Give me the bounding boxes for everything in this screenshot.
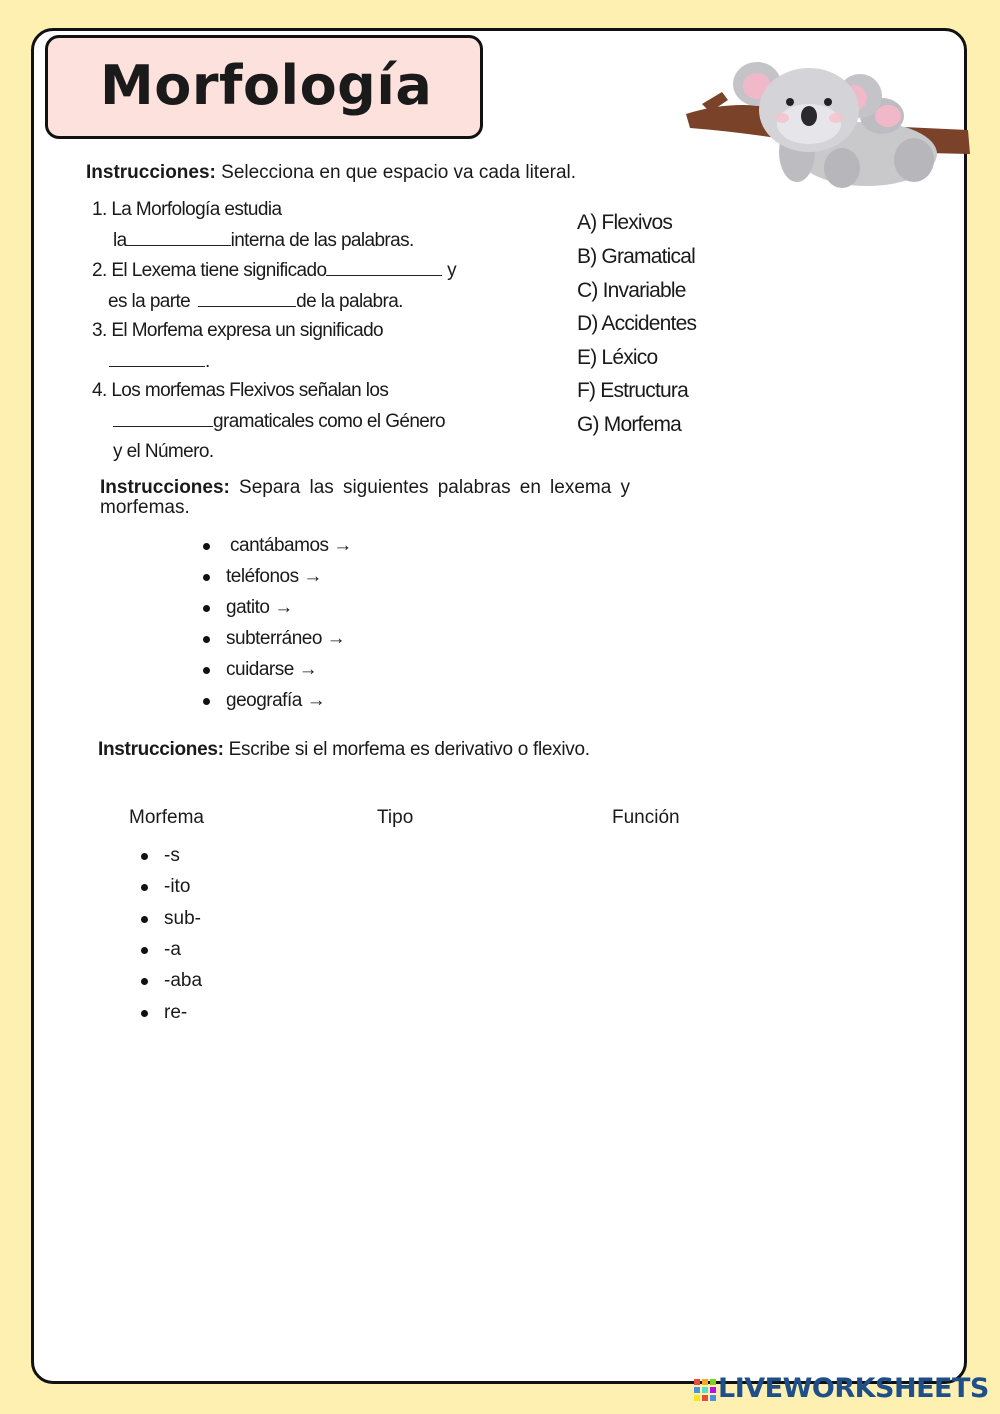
morpheme-item: -aba: [164, 970, 203, 991]
word-item: geografía →: [226, 690, 326, 711]
logo-square-icon: [694, 1387, 700, 1393]
question-text: 2. El Lexema tiene significado: [92, 260, 327, 281]
logo-square-icon: [710, 1395, 716, 1401]
column-header-tipo: Tipo: [377, 807, 414, 828]
koala-illustration: [682, 56, 972, 196]
word-item: cuidarse →: [226, 659, 318, 680]
logo-square-icon: [702, 1387, 708, 1393]
bullet-icon: [141, 978, 148, 985]
question-text: .: [205, 351, 210, 372]
instructions-label: Instrucciones:: [100, 477, 230, 498]
morpheme-item: -a: [164, 939, 181, 960]
brand-name: LIVEWORKSHEETS: [718, 1373, 989, 1404]
instructions-label: Instrucciones:: [98, 739, 224, 760]
bullet-icon: [203, 543, 210, 550]
word-item: teléfonos →: [226, 566, 322, 587]
bullet-icon: [203, 636, 210, 643]
question-4-line3: y el Número.: [113, 441, 214, 462]
instructions-text: Separa las siguientes palabras en lexema y morfemas.: [100, 477, 630, 518]
question-text: es la parte: [108, 291, 191, 312]
liveworksheets-logo[interactable]: [692, 1373, 992, 1407]
question-text: y: [442, 260, 457, 281]
morpheme-item: sub-: [164, 908, 201, 929]
instructions-2: [100, 478, 630, 518]
morpheme-item: re-: [164, 1002, 188, 1023]
bullet-icon: [141, 853, 148, 860]
word-item: gatito →: [226, 597, 293, 618]
question-1-line2: [113, 229, 414, 252]
logo-square-icon: [710, 1379, 716, 1385]
option-c[interactable]: C) Invariable: [577, 279, 686, 302]
question-1-line1: 1. La Morfología estudia: [92, 199, 282, 220]
logo-square-icon: [694, 1395, 700, 1401]
question-text: interna de las palabras.: [230, 230, 414, 251]
bullet-icon: [141, 947, 148, 954]
bullet-icon: [141, 884, 148, 891]
option-e[interactable]: E) Léxico: [577, 346, 658, 369]
bullet-icon: [203, 698, 210, 705]
option-b[interactable]: B) Gramatical: [577, 245, 695, 268]
logo-square-icon: [710, 1387, 716, 1393]
answer-blank-2[interactable]: [326, 259, 442, 276]
question-text: de la palabra.: [296, 291, 403, 312]
option-g[interactable]: G) Morfema: [577, 413, 682, 436]
bullet-icon: [203, 574, 210, 581]
answer-blank-1[interactable]: [127, 229, 231, 246]
answer-blank-4[interactable]: [109, 350, 205, 367]
word-item: subterráneo →: [226, 628, 346, 649]
option-a[interactable]: A) Flexivos: [577, 211, 673, 234]
question-2-line1: [92, 259, 456, 282]
instructions-3: [98, 739, 590, 761]
question-2-line2: [108, 290, 403, 313]
column-header-morfema: Morfema: [129, 807, 204, 828]
bullet-icon: [141, 1010, 148, 1017]
option-f[interactable]: F) Estructura: [577, 379, 688, 402]
instructions-label: Instrucciones:: [86, 162, 216, 183]
question-3-line2: [109, 350, 210, 373]
question-text: la: [113, 230, 127, 251]
logo-square-icon: [702, 1379, 708, 1385]
answer-blank-3[interactable]: [198, 290, 296, 307]
column-header-funcion: Función: [612, 807, 680, 828]
logo-square-icon: [694, 1379, 700, 1385]
logo-square-icon: [702, 1395, 708, 1401]
morpheme-item: -ito: [164, 876, 191, 897]
bullet-icon: [203, 667, 210, 674]
question-4-line1: 4. Los morfemas Flexivos señalan los: [92, 380, 389, 401]
morpheme-item: -s: [164, 845, 180, 866]
answer-blank-5[interactable]: [113, 410, 213, 427]
bullet-icon: [141, 916, 148, 923]
instructions-text: Selecciona en que espacio va cada literal.: [215, 162, 577, 183]
question-text: gramaticales como el Género: [213, 411, 445, 432]
word-item: cantábamos →: [230, 535, 352, 556]
instructions-text: Escribe si el morfema es derivativo o flexivo.: [223, 739, 590, 760]
instructions-1: [86, 162, 576, 184]
question-4-line2: [113, 410, 445, 433]
bullet-icon: [203, 605, 210, 612]
option-d[interactable]: D) Accidentes: [577, 312, 697, 335]
question-3-line1: 3. El Morfema expresa un significado: [92, 320, 384, 341]
page-title: Morfología: [100, 54, 433, 117]
